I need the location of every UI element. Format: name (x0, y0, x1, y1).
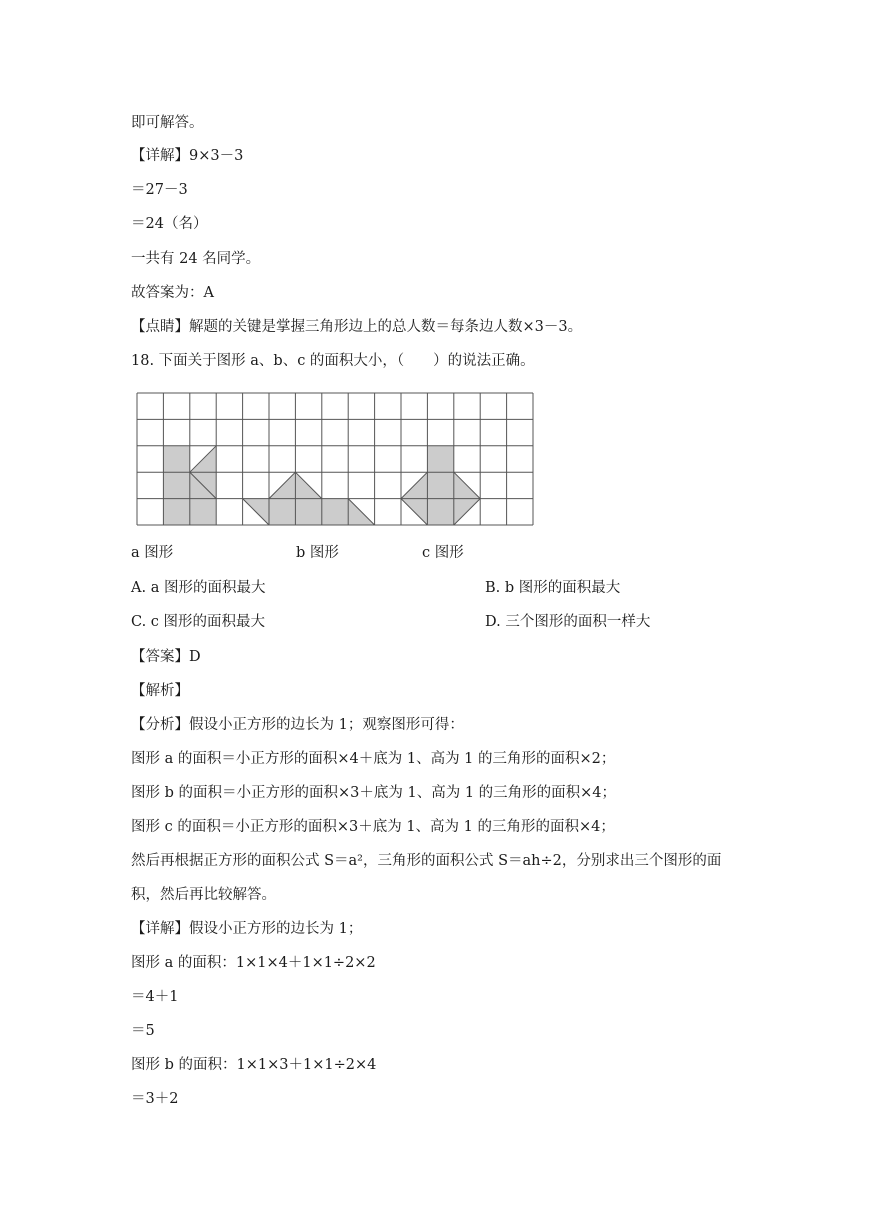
text-line: 图形 a 的面积：1×1×4＋1×1÷2×2 (131, 955, 376, 971)
text-line: 故答案为：A (131, 285, 214, 301)
text-line: 即可解答。 (131, 115, 204, 131)
option-c: C. c 图形的面积最大 (131, 614, 266, 630)
shape-c (401, 446, 480, 525)
analysis-heading: 【解析】 (131, 683, 189, 699)
caption-b: b 图形 (296, 545, 339, 561)
option-d: D. 三个图形的面积一样大 (485, 614, 651, 630)
text-line: 然后再根据正方形的面积公式 S＝a²，三角形的面积公式 S＝ah÷2，分别求出三个图形的面 (131, 853, 722, 869)
text-line: 图形 b 的面积＝小正方形的面积×3＋底为 1、高为 1 的三角形的面积×4； (131, 785, 617, 801)
text-line: 图形 c 的面积＝小正方形的面积×3＋底为 1、高为 1 的三角形的面积×4； (131, 819, 615, 835)
text-line: 图形 b 的面积：1×1×3＋1×1÷2×4 (131, 1057, 377, 1073)
text-line: 一共有 24 名同学。 (131, 251, 261, 267)
text-line: 积，然后再比较解答。 (131, 887, 276, 903)
text-line: 【分析】假设小正方形的边长为 1；观察图形可得： (131, 717, 464, 733)
shape-c-squares (427, 446, 453, 525)
text-line: ＝24（名） (131, 216, 208, 232)
shape-b-squares (269, 499, 348, 525)
text-line: ＝4＋1 (131, 989, 179, 1005)
text-line: ＝27－3 (131, 182, 188, 198)
text-line: ＝3＋2 (131, 1091, 179, 1107)
shape-a-squares (163, 446, 189, 525)
answer-line: 【答案】D (131, 649, 201, 665)
text-line: 【详解】假设小正方形的边长为 1； (131, 921, 363, 937)
option-a: A. a 图形的面积最大 (131, 580, 266, 596)
option-b: B. b 图形的面积最大 (485, 580, 621, 596)
text-line: ＝5 (131, 1023, 155, 1039)
grid-figure (136, 392, 534, 527)
question-18: 18. 下面关于图形 a、b、c 的面积大小，（ ）的说法正确。 (131, 353, 535, 369)
caption-c: c 图形 (422, 545, 464, 561)
text-line: 【点睛】解题的关键是掌握三角形边上的总人数＝每条边人数×3－3。 (131, 319, 583, 335)
caption-a: a 图形 (131, 545, 174, 561)
text-line: 【详解】9×3－3 (131, 148, 244, 164)
text-line: 图形 a 的面积＝小正方形的面积×4＋底为 1、高为 1 的三角形的面积×2； (131, 751, 616, 767)
